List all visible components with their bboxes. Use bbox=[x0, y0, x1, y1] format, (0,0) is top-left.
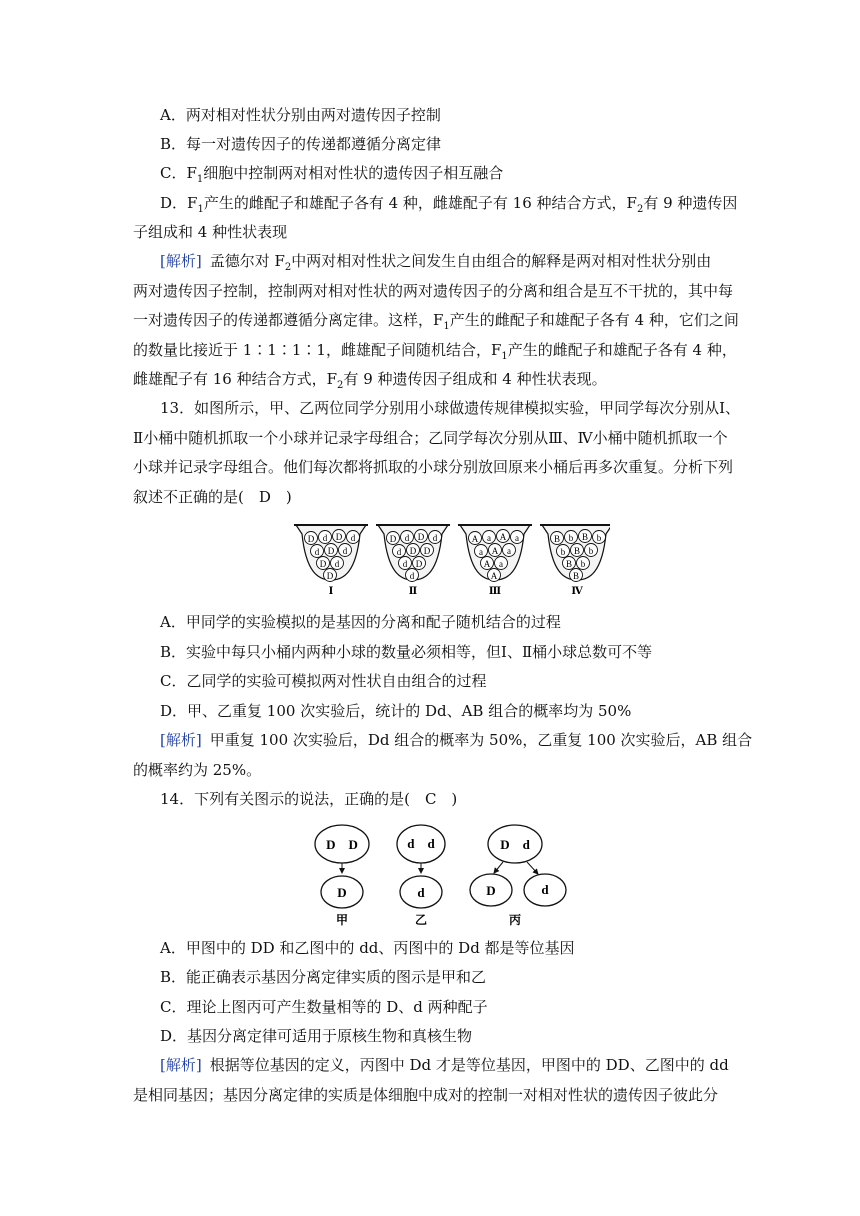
bucket-figure bbox=[290, 522, 610, 602]
q12-option-d: D．$F_1$产生的雌配子和雄配子各有 4 种，雌雄配子有 16 种结合方式，$F_2$有 9 种遗传因 bbox=[160, 194, 738, 215]
analysis-tag: [解析] bbox=[160, 252, 202, 270]
ball-label: a bbox=[499, 559, 503, 569]
ball-label: D bbox=[417, 532, 425, 542]
q12-option-b: B．每一对遗传因子的传递都遵循分离定律 bbox=[160, 135, 442, 153]
ball-label: D bbox=[326, 571, 334, 581]
ball-label: a bbox=[507, 546, 511, 556]
yi-caption: 乙 bbox=[414, 913, 428, 927]
ball-label: d bbox=[314, 547, 320, 557]
bing-gamete-d-label: D bbox=[486, 883, 496, 898]
ball-label: B bbox=[565, 559, 573, 569]
ball-label: D bbox=[319, 559, 327, 569]
q12-analysis-line-1: [解析] 孟德尔对 $F_2$中两对相对性状之间发生自由组合的解释是两对相对性状分别由 bbox=[160, 252, 712, 273]
q13-option-a: A．甲同学的实验模拟的是基因的分离和配子随机结合的过程 bbox=[160, 613, 561, 631]
bucket-label: Ⅱ bbox=[408, 586, 418, 597]
ball-label: d bbox=[432, 533, 438, 543]
ball-label: d bbox=[396, 547, 402, 557]
analysis-tag: [解析] bbox=[160, 731, 202, 749]
q13-option-c: C．乙同学的实验可模拟两对性状自由组合的过程 bbox=[160, 672, 487, 690]
analysis-tag: [解析] bbox=[160, 1056, 202, 1074]
bing-arrow-right bbox=[527, 862, 538, 874]
ball-label: D bbox=[307, 534, 315, 544]
q12-analysis-line-3: 一对遗传因子的传递都遵循分离定律。这样，$F_1$产生的雌配子和雄配子各有 4 种，它们之间 bbox=[133, 311, 739, 332]
q13-stem-line-1: 13．如图所示，甲、乙两位同学分别用小球做遗传规律模拟实验，甲同学每次分别从Ⅰ、 bbox=[160, 399, 741, 417]
q12-option-d-cont: 子组成和 4 种性状表现 bbox=[133, 223, 288, 241]
ball-label: A bbox=[471, 534, 479, 544]
q12-analysis-line-2: 两对遗传因子控制，控制两对相对性状的两对遗传因子的分离和组合是互不干扰的，其中每 bbox=[133, 282, 734, 300]
bing-caption: 丙 bbox=[508, 913, 522, 927]
q14-stem: 14．下列有关图示的说法，正确的是( C ) bbox=[160, 790, 458, 808]
q13-option-d: D．甲、乙重复 100 次实验后，统计的 Dd、AB 组合的概率均为 50% bbox=[160, 702, 632, 720]
ball-label: d bbox=[322, 533, 328, 543]
ball-label: D bbox=[335, 532, 343, 542]
ball-label: d bbox=[409, 571, 415, 581]
q13-analysis-line-1: [解析] 甲重复 100 次实验后，Dd 组合的概率为 50%，乙重复 100 次实验后，AB 组合 bbox=[160, 731, 753, 749]
ball-label: b bbox=[568, 533, 574, 543]
bing-arrow-left bbox=[494, 862, 503, 873]
jia-parent-label: D D bbox=[326, 837, 358, 852]
ball-label: b bbox=[560, 547, 566, 557]
ball-label: a bbox=[487, 533, 491, 543]
ball-label: D bbox=[415, 559, 423, 569]
q14-option-d: D．基因分离定律可适用于原核生物和真核生物 bbox=[160, 1027, 473, 1045]
ball-label: d bbox=[350, 533, 356, 543]
ball-label: b bbox=[596, 533, 602, 543]
bing-gamete-d2-label: d bbox=[541, 882, 549, 897]
ball-label: b bbox=[588, 546, 594, 556]
ball-label: A bbox=[491, 546, 499, 556]
buckets-group bbox=[294, 525, 610, 597]
yi-gamete-label: d bbox=[417, 885, 425, 900]
q13-option-b: B．实验中每只小桶内两种小球的数量必须相等，但Ⅰ、Ⅱ桶小球总数可不等 bbox=[160, 643, 653, 661]
ball-label: D bbox=[389, 534, 397, 544]
ball-label: d bbox=[334, 559, 340, 569]
ball-label: d bbox=[404, 533, 410, 543]
yi-parent-label: d d bbox=[407, 836, 435, 851]
ball-label: D bbox=[409, 546, 417, 556]
q14-analysis-line-2: 是相同基因；基因分离定律的实质是体细胞中成对的控制一对相对性状的遗传因子彼此分 bbox=[133, 1086, 719, 1104]
ball-label: A bbox=[490, 571, 498, 581]
bing-parent-label: D d bbox=[500, 837, 530, 852]
q13-stem-line-4: 叙述不正确的是( D ) bbox=[133, 488, 292, 506]
ball-label: D bbox=[423, 546, 431, 556]
ball-label: A bbox=[499, 532, 507, 542]
q12-analysis-line-4: 的数量比接近于 1∶1∶1∶1，雌雄配子间随机结合，$F_1$产生的雌配子和雄配子各有 4 种， bbox=[133, 341, 737, 362]
bucket-label: Ⅰ bbox=[328, 586, 334, 597]
bucket-1 bbox=[294, 525, 368, 597]
q12-analysis-line-5: 雌雄配子有 16 种结合方式，$F_2$有 9 种遗传因子组成和 4 种性状表现。 bbox=[133, 370, 607, 391]
q13-stem-line-3: 小球并记录字母组合。他们每次都将抓取的小球分别放回原来小桶后再多次重复。分析下列 bbox=[133, 458, 734, 476]
q14-option-c: C．理论上图丙可产生数量相等的 D、d 两种配子 bbox=[160, 998, 488, 1016]
ball-label: A bbox=[483, 559, 491, 569]
ball-label: B bbox=[573, 546, 581, 556]
q14-option-a: A．甲图中的 DD 和乙图中的 dd、丙图中的 Dd 都是等位基因 bbox=[160, 939, 575, 957]
ball-label: d bbox=[402, 559, 408, 569]
ball-label: d bbox=[342, 546, 348, 556]
ball-label: B bbox=[572, 571, 580, 581]
ball-label: b bbox=[580, 559, 586, 569]
gene-diagram bbox=[305, 822, 585, 930]
q13-stem-line-2: Ⅱ小桶中随机抓取一个小球并记录字母组合；乙同学每次分别从Ⅲ、Ⅳ小桶中随机抓取一个 bbox=[133, 429, 728, 447]
q13-analysis-line-2: 的概率约为 25%。 bbox=[133, 761, 262, 779]
bucket-label: Ⅲ bbox=[488, 586, 502, 597]
bucket-label: Ⅳ bbox=[571, 586, 583, 597]
jia-gamete-label: D bbox=[337, 885, 347, 900]
q14-option-b: B．能正确表示基因分离定律实质的图示是甲和乙 bbox=[160, 968, 487, 986]
ball-label: a bbox=[479, 547, 483, 557]
bucket-3 bbox=[458, 525, 532, 597]
bucket-2 bbox=[376, 525, 450, 597]
bucket-4 bbox=[540, 525, 610, 597]
jia-caption: 甲 bbox=[335, 913, 349, 927]
ball-label: B bbox=[581, 532, 589, 542]
ball-label: a bbox=[515, 533, 519, 543]
q14-analysis-line-1: [解析] 根据等位基因的定义，丙图中 Dd 才是等位基因，甲图中的 DD、乙图中的 dd bbox=[160, 1056, 729, 1074]
ball-label: B bbox=[553, 534, 561, 544]
q12-option-c: C．$F_1$细胞中控制两对相对性状的遗传因子相互融合 bbox=[160, 164, 504, 185]
ball-label: D bbox=[327, 546, 335, 556]
q12-option-a: A．两对相对性状分别由两对遗传因子控制 bbox=[160, 106, 441, 124]
